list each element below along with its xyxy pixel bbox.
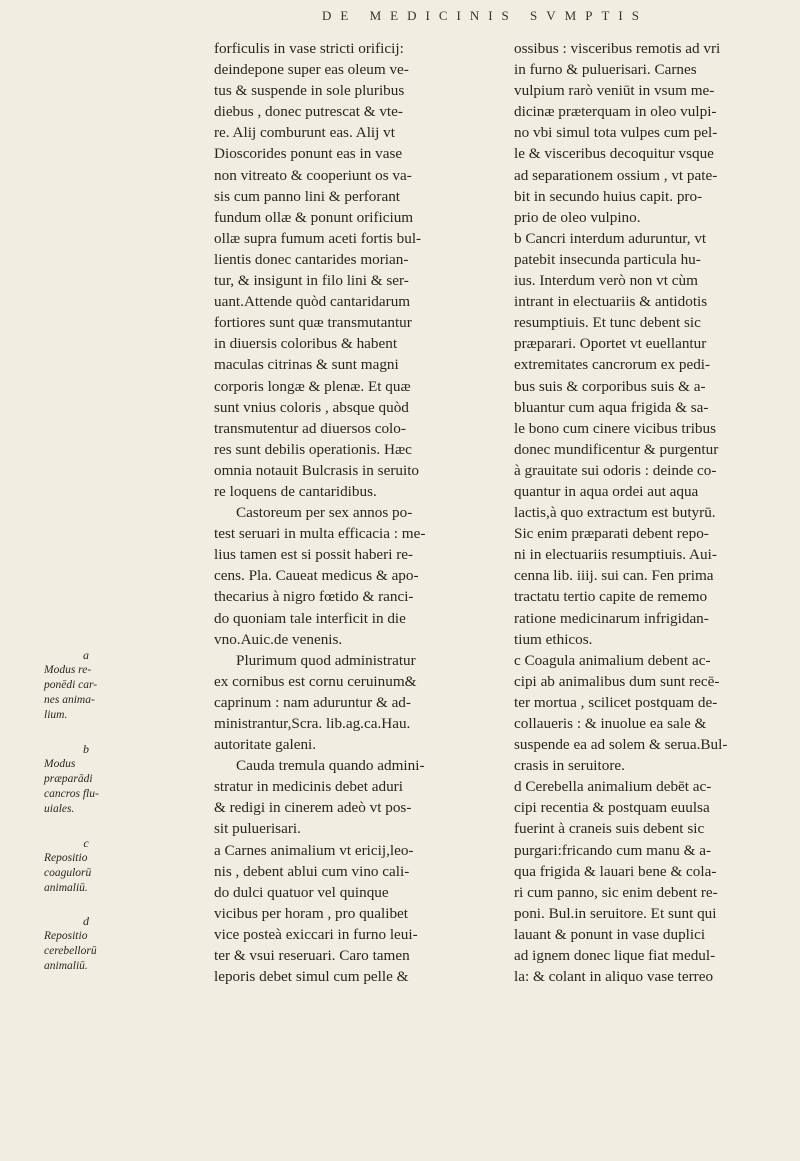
text-line: qua frigida & lauari bene & cola-: [514, 862, 717, 880]
text-line: ter & vsui reseruari. Caro tamen: [214, 947, 410, 965]
margin-note-line: Repositio: [44, 930, 88, 942]
text-line: fuerint à craneis suis debent sic: [514, 820, 705, 838]
text-line: d Cerebella animalium debēt ac-: [514, 778, 712, 796]
margin-note-d: [36, 914, 136, 974]
text-line: uant.Attende quòd cantaridarum: [214, 293, 411, 311]
text-line: non vitreato & cooperiunt os va-: [214, 166, 412, 184]
margin-note-letter: c: [83, 836, 89, 850]
text-line: deindepone super eas oleum ve-: [214, 61, 409, 79]
text-line: suspende ea ad solem & serua.Bul-: [514, 736, 728, 754]
text-line: patebit insecunda particula hu-: [514, 250, 701, 268]
text-line: in diuersis coloribus & habent: [214, 335, 398, 353]
text-line: præparari. Oportet vt euellantur: [514, 335, 707, 353]
text-line: resumptiuis. Et tunc debent sic: [514, 314, 701, 332]
text-line: Plurimum quod administratur: [236, 651, 416, 669]
text-line: vice posteà exiccari in furno leui-: [214, 925, 418, 943]
text-line: stratur in medicinis debet aduri: [214, 778, 403, 796]
text-line: re. Alij comburunt eas. Alij vt: [214, 124, 395, 142]
text-line: bluantur cum aqua frigida & sa-: [514, 398, 709, 416]
margin-note-line: nes anima-: [44, 694, 95, 706]
margin-note-line: præparādi: [44, 773, 93, 785]
margin-note-line: Modus re-: [44, 664, 92, 676]
text-line: bus suis & corporibus suis & a-: [514, 377, 706, 395]
text-line: lactis,à quo extractum est butyrū.: [514, 504, 716, 522]
text-line: quantur in aqua ordei aut aqua: [514, 482, 699, 500]
left-column: [214, 38, 484, 987]
text-line: purgari:fricando cum manu & a-: [514, 841, 712, 859]
text-line: do dulci quatuor vel quinque: [214, 883, 389, 901]
margin-note-line: cancros flu-: [44, 788, 99, 800]
text-line: le & visceribus decoquitur vsque: [514, 145, 714, 163]
margin-note-line: animaliū.: [44, 882, 88, 894]
text-line: lauant & ponunt in vase duplici: [514, 925, 706, 943]
text-line: cipi ab animalibus dum sunt recē-: [514, 672, 720, 690]
text-line: cipi recentia & postquam euulsa: [514, 799, 710, 817]
text-line: leporis debet simul cum pelle &: [214, 968, 409, 986]
text-line: fundum ollæ & ponunt orificium: [214, 208, 414, 226]
text-line: thecarius à nigro fœtido & ranci-: [214, 588, 414, 606]
text-line: ex cornibus est cornu ceruinum&: [214, 672, 417, 690]
text-line: & redigi in cinerem adeò vt pos-: [214, 799, 412, 817]
text-line: ius. Interdum verò non vt cùm: [514, 272, 698, 290]
text-line: ollæ supra fumum aceti fortis bul-: [214, 229, 422, 247]
text-line: in furno & puluerisari. Carnes: [514, 61, 697, 79]
margin-note-line: ponēdi car-: [44, 679, 98, 691]
text-line: ministrantur,Scra. lib.ag.ca.Hau.: [214, 715, 411, 732]
text-line: cens. Pla. Caueat medicus & apo-: [214, 567, 419, 585]
text-line: do quoniam tale interficit in die: [214, 609, 406, 627]
text-line: ad separationem ossium , vt pate-: [514, 166, 718, 184]
text-line: re loquens de cantaridibus.: [214, 482, 377, 500]
text-line: vicibus per horam , pro qualibet: [214, 904, 409, 922]
text-line: sis cum panno lini & perforant: [214, 187, 401, 205]
margin-note-line: uiales.: [44, 803, 75, 815]
text-line: Dioscorides ponunt eas in vase: [214, 145, 403, 163]
margin-note-line: coagulorū: [44, 867, 92, 879]
text-line: Sic enim præparati debent repo-: [514, 525, 709, 543]
text-line: res sunt debilis operationis. Hæc: [214, 440, 412, 458]
text-line: ossibus : visceribus remotis ad vri: [514, 40, 721, 57]
margin-note-b: [36, 742, 136, 817]
text-line: Castoreum per sex annos po-: [236, 504, 413, 522]
text-line: ratione medicinarum infrigidan-: [514, 609, 709, 627]
text-line: collaueris : & inuolue ea sale &: [514, 715, 707, 732]
text-line: transmutentur ad diuersos colo-: [214, 419, 406, 437]
margin-note-letter: a: [83, 648, 89, 662]
text-line: Cauda tremula quando admini-: [236, 757, 425, 775]
text-line: autoritate galeni.: [214, 736, 317, 754]
text-line: caprinum : nam aduruntur & ad-: [214, 693, 411, 711]
text-line: maculas citrinas & sunt magni: [214, 356, 399, 374]
margin-note-line: animaliū.: [44, 960, 88, 972]
text-line: lientis donec cantarides morian-: [214, 250, 409, 268]
text-line: extremitates cancrorum ex pedi-: [514, 356, 711, 374]
text-line: crasis in seruitore.: [514, 757, 625, 775]
margin-note-a: [36, 648, 136, 723]
text-line: b Cancri interdum aduruntur, vt: [514, 229, 707, 247]
text-line: ni in electuariis resumptiuis. Aui-: [514, 546, 717, 564]
margin-note-line: Repositio: [44, 852, 88, 864]
margin-note-line: lium.: [44, 709, 68, 721]
text-line: omnia notauit Bulcrasis in seruito: [214, 461, 420, 479]
text-line: le bono cum cinere vicibus tribus: [514, 419, 717, 437]
text-line: tractatu tertio capite de rememo: [514, 588, 708, 606]
text-line: forficulis in vase stricti orificij:: [214, 40, 404, 57]
text-line: no vbi simul tota vulpes cum pel-: [514, 124, 718, 142]
text-line: fortiores sunt quæ transmutantur: [214, 314, 412, 332]
running-header: DE MEDICINIS SVMPTIS: [322, 8, 648, 23]
text-line: diebus , donec putrescat & vte-: [214, 103, 403, 121]
text-line: prio de oleo vulpino.: [514, 208, 641, 226]
right-column: [514, 38, 779, 987]
text-line: donec mundificentur & purgentur: [514, 440, 719, 458]
text-line: cenna lib. iiij. sui can. Fen prima: [514, 567, 714, 585]
text-line: intrant in electuariis & antidotis: [514, 293, 708, 311]
margin-note-letter: b: [83, 742, 89, 756]
text-line: sit puluerisari.: [214, 820, 301, 838]
text-line: la: & colant in aliquo vase terreo: [514, 968, 714, 986]
text-line: ad ignem donec lique fiat medul-: [514, 947, 716, 965]
text-line: sunt vnius coloris , absque quòd: [214, 398, 409, 416]
text-line: tur, & insigunt in filo lini & ser-: [214, 272, 409, 290]
text-line: poni. Bul.in seruitore. Et sunt qui: [514, 904, 717, 922]
text-line: ter mortua , scilicet postquam de-: [514, 693, 718, 711]
text-line: bit in secundo huius capit. pro-: [514, 187, 703, 205]
text-line: lius tamen est si possit haberi re-: [214, 546, 414, 564]
text-line: dicinæ præterquam in oleo vulpi-: [514, 103, 717, 121]
text-line: test seruari in multa efficacia : me-: [214, 525, 426, 543]
text-line: corporis longæ & plenæ. Et quæ: [214, 377, 411, 395]
margin-note-line: Modus: [44, 758, 76, 770]
text-line: c Coagula animalium debent ac-: [514, 651, 711, 669]
text-line: à grauitate sui odoris : deinde co-: [514, 461, 717, 479]
margin-note-line: cerebellorū: [44, 945, 97, 957]
text-line: a Carnes animalium vt ericij,leo-: [214, 841, 414, 859]
text-line: vulpium rarò veniūt in vsum me-: [514, 82, 715, 100]
text-line: vno.Auic.de venenis.: [214, 630, 343, 648]
text-line: tus & suspende in sole pluribus: [214, 82, 405, 100]
text-line: nis , debent ablui cum vino cali-: [214, 862, 410, 880]
margin-note-letter: d: [83, 914, 89, 928]
margin-note-c: [36, 836, 136, 896]
text-line: ri cum panno, sic enim debent re-: [514, 883, 718, 901]
text-line: tium ethicos.: [514, 630, 593, 648]
